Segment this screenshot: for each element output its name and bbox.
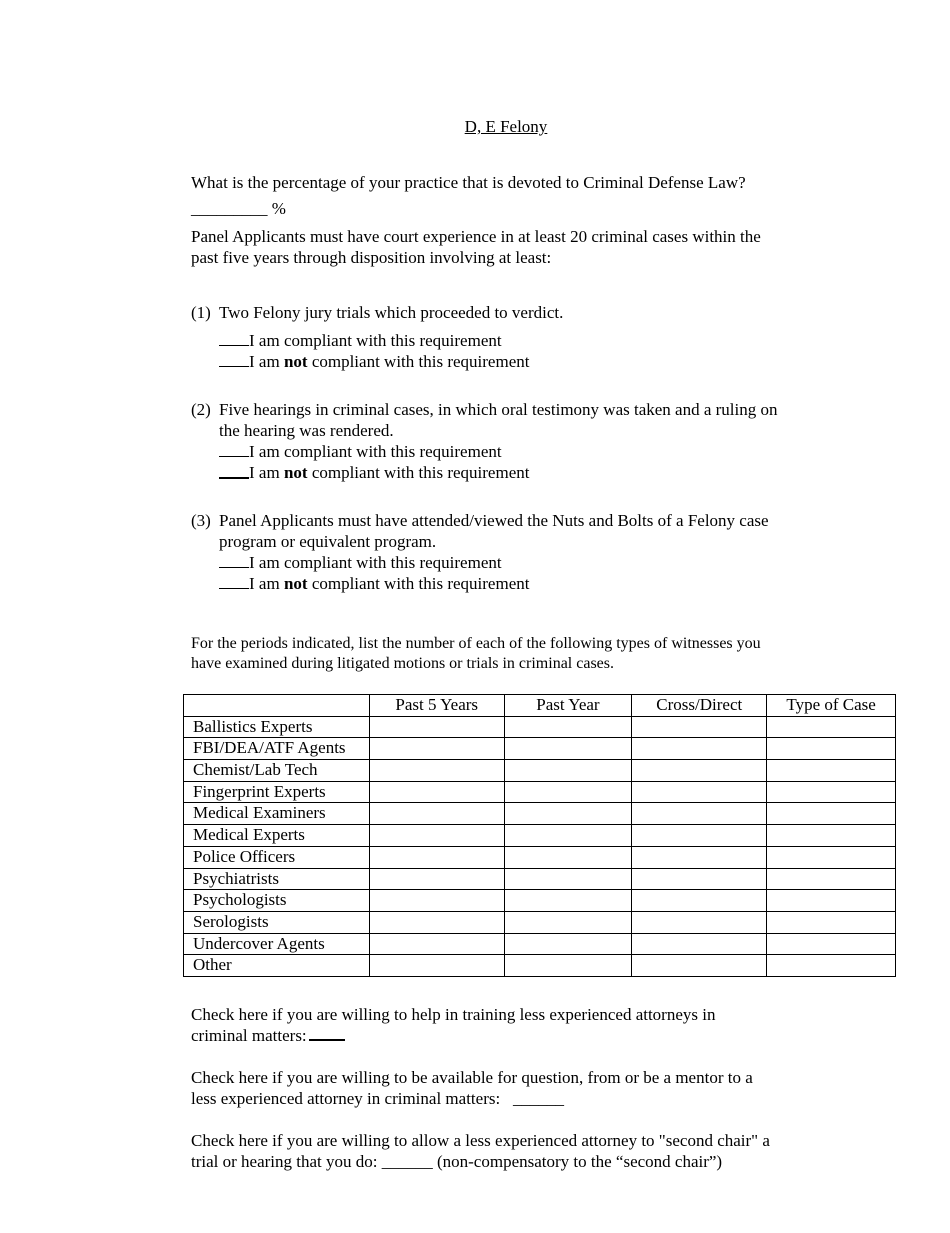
witness-type-cell: Police Officers	[184, 846, 370, 868]
not-compliant-checkbox[interactable]: I am not compliant with this requirement	[219, 351, 529, 372]
check-line	[219, 462, 249, 479]
percent-sign: %	[271, 199, 286, 218]
check-line	[219, 573, 249, 589]
past-year-cell[interactable]	[504, 760, 632, 782]
not-compliant-checkbox[interactable]: I am not compliant with this requirement	[219, 573, 529, 594]
table-row	[184, 933, 896, 955]
mentor-line2: less experienced attorney in criminal matters: ______	[191, 1089, 564, 1108]
past-5-years-cell[interactable]	[369, 781, 504, 803]
training-line1: Check here if you are willing to help in training less experienced attorneys in	[191, 1005, 716, 1024]
table-row	[184, 803, 896, 825]
training-check-blank[interactable]	[309, 1025, 345, 1041]
cross-direct-cell[interactable]	[632, 890, 767, 912]
cross-direct-cell[interactable]	[632, 911, 767, 933]
type-of-case-cell[interactable]	[767, 955, 896, 977]
cross-direct-cell[interactable]	[632, 760, 767, 782]
cross-direct-cell[interactable]	[632, 738, 767, 760]
witness-type-cell: Serologists	[184, 911, 370, 933]
second-chair-line1: Check here if you are willing to allow a less experienced attorney to "second chair" a	[191, 1131, 770, 1150]
cross-direct-cell[interactable]	[632, 955, 767, 977]
type-of-case-cell[interactable]	[767, 868, 896, 890]
witness-table	[183, 694, 896, 977]
witness-intro-line1: For the periods indicated, list the number of each of the following types of witnesses you	[191, 635, 761, 652]
type-of-case-cell[interactable]	[767, 738, 896, 760]
past-5-years-cell[interactable]	[369, 890, 504, 912]
practice-percentage-blank: _________	[191, 199, 268, 218]
compliant-checkbox[interactable]: I am compliant with this requirement	[219, 552, 502, 573]
compliant-checkbox[interactable]: I am compliant with this requirement	[219, 441, 502, 462]
type-of-case-cell[interactable]	[767, 760, 896, 782]
check-line	[219, 330, 249, 346]
panel-intro-line1: Panel Applicants must have court experience in at least 20 criminal cases within the	[191, 227, 761, 246]
witness-type-cell: Ballistics Experts	[184, 716, 370, 738]
not-compliant-checkbox[interactable]: I am not compliant with this requirement	[219, 462, 529, 483]
past-5-years-cell[interactable]	[369, 738, 504, 760]
mentor-line1: Check here if you are willing to be available for question, from or be a mentor to a	[191, 1068, 753, 1087]
past-5-years-cell[interactable]	[369, 760, 504, 782]
past-5-years-cell[interactable]	[369, 955, 504, 977]
table-row	[184, 781, 896, 803]
requirement-3	[191, 510, 841, 600]
past-year-cell[interactable]	[504, 955, 632, 977]
past-year-cell[interactable]	[504, 781, 632, 803]
second-chair-line2: trial or hearing that you do: ______ (non-compensatory to the “second chair”)	[191, 1152, 723, 1171]
witness-type-cell: Psychiatrists	[184, 868, 370, 890]
requirement-text: Panel Applicants must have attended/viewed the Nuts and Bolts of a Felony case program or equivalent program.	[219, 511, 769, 551]
table-row	[184, 738, 896, 760]
witness-type-cell: Fingerprint Experts	[184, 781, 370, 803]
witness-type-cell: FBI/DEA/ATF Agents	[184, 738, 370, 760]
type-of-case-cell[interactable]	[767, 825, 896, 847]
cross-direct-cell[interactable]	[632, 803, 767, 825]
header-cell	[184, 695, 370, 717]
check-line	[219, 441, 249, 457]
second-chair-check-blank[interactable]: ______	[381, 1152, 433, 1171]
type-of-case-cell[interactable]	[767, 803, 896, 825]
past-5-years-cell[interactable]	[369, 846, 504, 868]
witness-type-cell: Chemist/Lab Tech	[184, 760, 370, 782]
past-year-cell[interactable]	[504, 868, 632, 890]
past-year-cell[interactable]	[504, 716, 632, 738]
requirement-text: Two Felony jury trials which proceeded to verdict.	[219, 303, 564, 322]
table-row	[184, 716, 896, 738]
witness-type-cell: Medical Experts	[184, 825, 370, 847]
requirement-number: (3)	[191, 511, 211, 530]
header-cell: Cross/Direct	[632, 695, 767, 717]
requirement-2	[191, 399, 841, 489]
past-year-cell[interactable]	[504, 933, 632, 955]
requirement-number: (1)	[191, 303, 211, 322]
training-line2: criminal matters:	[191, 1025, 345, 1046]
cross-direct-cell[interactable]	[632, 868, 767, 890]
cross-direct-cell[interactable]	[632, 933, 767, 955]
past-year-cell[interactable]	[504, 890, 632, 912]
mentor-check-blank[interactable]: ______	[512, 1089, 564, 1108]
panel-intro-line2: past five years through disposition involving at least:	[191, 248, 552, 267]
type-of-case-cell[interactable]	[767, 781, 896, 803]
witness-type-cell: Undercover Agents	[184, 933, 370, 955]
compliant-checkbox[interactable]: I am compliant with this requirement	[219, 330, 502, 351]
past-year-cell[interactable]	[504, 825, 632, 847]
past-5-years-cell[interactable]	[369, 825, 504, 847]
past-5-years-cell[interactable]	[369, 911, 504, 933]
type-of-case-cell[interactable]	[767, 716, 896, 738]
past-5-years-cell[interactable]	[369, 803, 504, 825]
type-of-case-cell[interactable]	[767, 911, 896, 933]
requirement-1	[191, 302, 841, 382]
past-5-years-cell[interactable]	[369, 716, 504, 738]
table-row	[184, 890, 896, 912]
check-line	[219, 351, 249, 367]
table-row	[184, 825, 896, 847]
header-cell: Past 5 Years	[369, 695, 504, 717]
past-year-cell[interactable]	[504, 803, 632, 825]
requirement-text: Five hearings in criminal cases, in which oral testimony was taken and a ruling on the hearing was rendered.	[219, 400, 778, 440]
table-row	[184, 846, 896, 868]
past-5-years-cell[interactable]	[369, 868, 504, 890]
table-row	[184, 868, 896, 890]
past-year-cell[interactable]	[504, 846, 632, 868]
witness-type-cell: Medical Examiners	[184, 803, 370, 825]
header-cell: Past Year	[504, 695, 632, 717]
practice-percentage-field[interactable]	[191, 198, 286, 219]
cross-direct-cell[interactable]	[632, 781, 767, 803]
cross-direct-cell[interactable]	[632, 716, 767, 738]
table-header-row	[184, 695, 896, 717]
practice-question: What is the percentage of your practice that is devoted to Criminal Defense Law?	[191, 173, 746, 192]
witness-intro-line2: have examined during litigated motions or trials in criminal cases.	[191, 655, 614, 672]
header-cell: Type of Case	[767, 695, 896, 717]
table-row	[184, 955, 896, 977]
past-year-cell[interactable]	[504, 738, 632, 760]
requirement-number: (2)	[191, 400, 211, 419]
witness-type-cell: Psychologists	[184, 890, 370, 912]
check-line	[219, 552, 249, 568]
type-of-case-cell[interactable]	[767, 933, 896, 955]
past-year-cell[interactable]	[504, 911, 632, 933]
type-of-case-cell[interactable]	[767, 890, 896, 912]
past-5-years-cell[interactable]	[369, 933, 504, 955]
type-of-case-cell[interactable]	[767, 846, 896, 868]
table-row	[184, 911, 896, 933]
cross-direct-cell[interactable]	[632, 846, 767, 868]
cross-direct-cell[interactable]	[632, 825, 767, 847]
witness-type-cell: Other	[184, 955, 370, 977]
table-row	[184, 760, 896, 782]
page-title: D, E Felony	[464, 117, 548, 136]
